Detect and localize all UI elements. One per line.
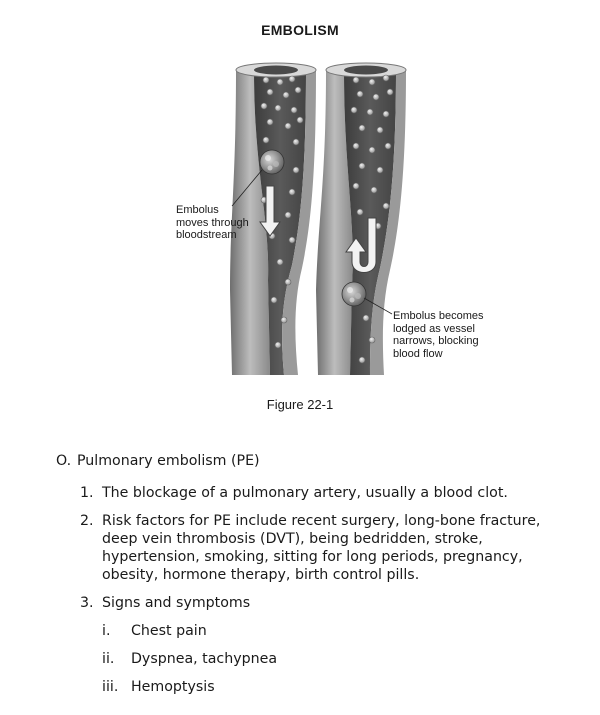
embolus-right [342,282,366,306]
list-item-text: The blockage of a pulmonary artery, usually a blood clot. [102,485,508,501]
list-item-text: Risk factors for PE include recent surgery, long-bone fracture, deep vein thrombosis (DVT), being bedridden, stroke, hypertension, smoking, sitting for long periods, pregnancy, obesity, hormone therapy, birth control pills. [102,513,541,583]
callout-left-line: bloodstream [176,229,237,241]
symptom-item [102,678,215,696]
callout-embolus-lodged [393,310,484,360]
embolus-left [260,150,284,174]
symptom-text: Dyspnea, tachypnea [131,651,278,667]
list-item [80,484,562,502]
list-item-text: Signs and symptoms [102,595,251,611]
callout-right-line: Embolus becomes [393,310,484,322]
callout-right-line: narrows, blocking [393,335,479,347]
list-item [80,594,562,612]
figure-caption: Figure 22-1 [266,397,334,412]
list-item [80,512,562,584]
symptom-text: Chest pain [131,623,207,639]
callout-embolus-moves [176,204,249,242]
outline-heading: Pulmonary embolism (PE) [77,453,260,469]
list-item-number: 3. [80,595,94,611]
symptom-item [102,622,207,640]
callout-right-line: blood flow [393,347,443,360]
symptom-number: ii. [102,651,115,667]
outline-marker: O. [56,453,72,469]
symptom-item [102,650,277,668]
symptom-number: i. [102,623,111,639]
list-item-number: 1. [80,485,94,501]
callout-right-line: lodged as vessel [393,322,475,335]
figure-title: EMBOLISM [261,22,339,38]
callout-left-line: moves through [176,216,249,229]
symptom-number: iii. [102,679,119,695]
list-item-number: 2. [80,513,94,529]
symptom-text: Hemoptysis [131,679,215,695]
callout-left-line: Embolus [176,204,219,216]
outline-section [56,452,576,470]
